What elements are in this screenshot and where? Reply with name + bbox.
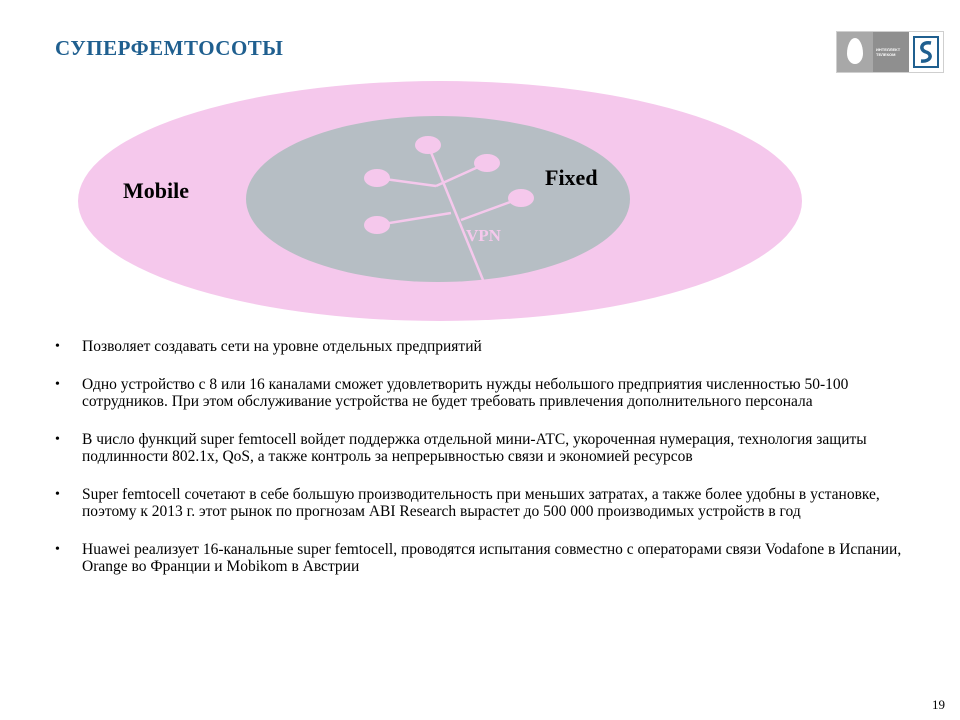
bullet-text: Huawei реализует 16-канальные super femtocell, проводятся испытания совместно с операторами связи Vodafone в Испании, Orange во Франции и Mobikom в Австрии [82, 541, 902, 575]
bullet-item [55, 541, 915, 575]
bullet-icon: • [55, 339, 60, 354]
bullet-item [55, 338, 915, 355]
bullet-icon: • [55, 432, 60, 447]
fixed-label: Fixed [545, 165, 598, 190]
vpn-node [364, 169, 390, 187]
vpn-node [415, 136, 441, 154]
bullet-icon: • [55, 542, 60, 557]
bullet-text: В число функций super femtocell войдет поддержка отдельной мини-АТС, укороченная нумерация, технология защиты подлинности 802.1x, QoS, а также контроль за непрерывностью связи и экономией ресурсов [82, 431, 867, 465]
bullet-list [55, 338, 915, 596]
mobile-fixed-vpn-diagram [0, 0, 960, 340]
bullet-item [55, 486, 915, 520]
logo-text: ИНТЕЛЛЕКТ ТЕЛЕКОМ [873, 32, 909, 72]
vpn-node [474, 154, 500, 172]
slide-title: СУПЕРФЕМТОСОТЫ [55, 36, 284, 60]
vpn-node [508, 189, 534, 207]
bullet-text: Одно устройство с 8 или 16 каналами сможет удовлетворить нужды небольшого предприятия численностью 50-100 сотрудников. При этом обслуживание устройства не будет требовать привлечения дополнительного персонала [82, 376, 849, 410]
vpn-node [364, 216, 390, 234]
vpn-label: VPN [466, 226, 501, 245]
bullet-text: Super femtocell сочетают в себе большую производительность при меньших затратах, а также более удобны в установке, поэтому к 2013 г. этот рынок по прогнозам ABI Research вырастет до 500 000 производимых устройств в год [82, 486, 880, 520]
bullet-text: Позволяет создавать сети на уровне отдельных предприятий [82, 338, 482, 355]
bullet-item [55, 376, 915, 410]
mobile-label: Mobile [123, 178, 189, 203]
bullet-icon: • [55, 487, 60, 502]
page-number: 19 [932, 697, 945, 712]
bullet-item [55, 431, 915, 465]
bullet-icon: • [55, 377, 60, 392]
